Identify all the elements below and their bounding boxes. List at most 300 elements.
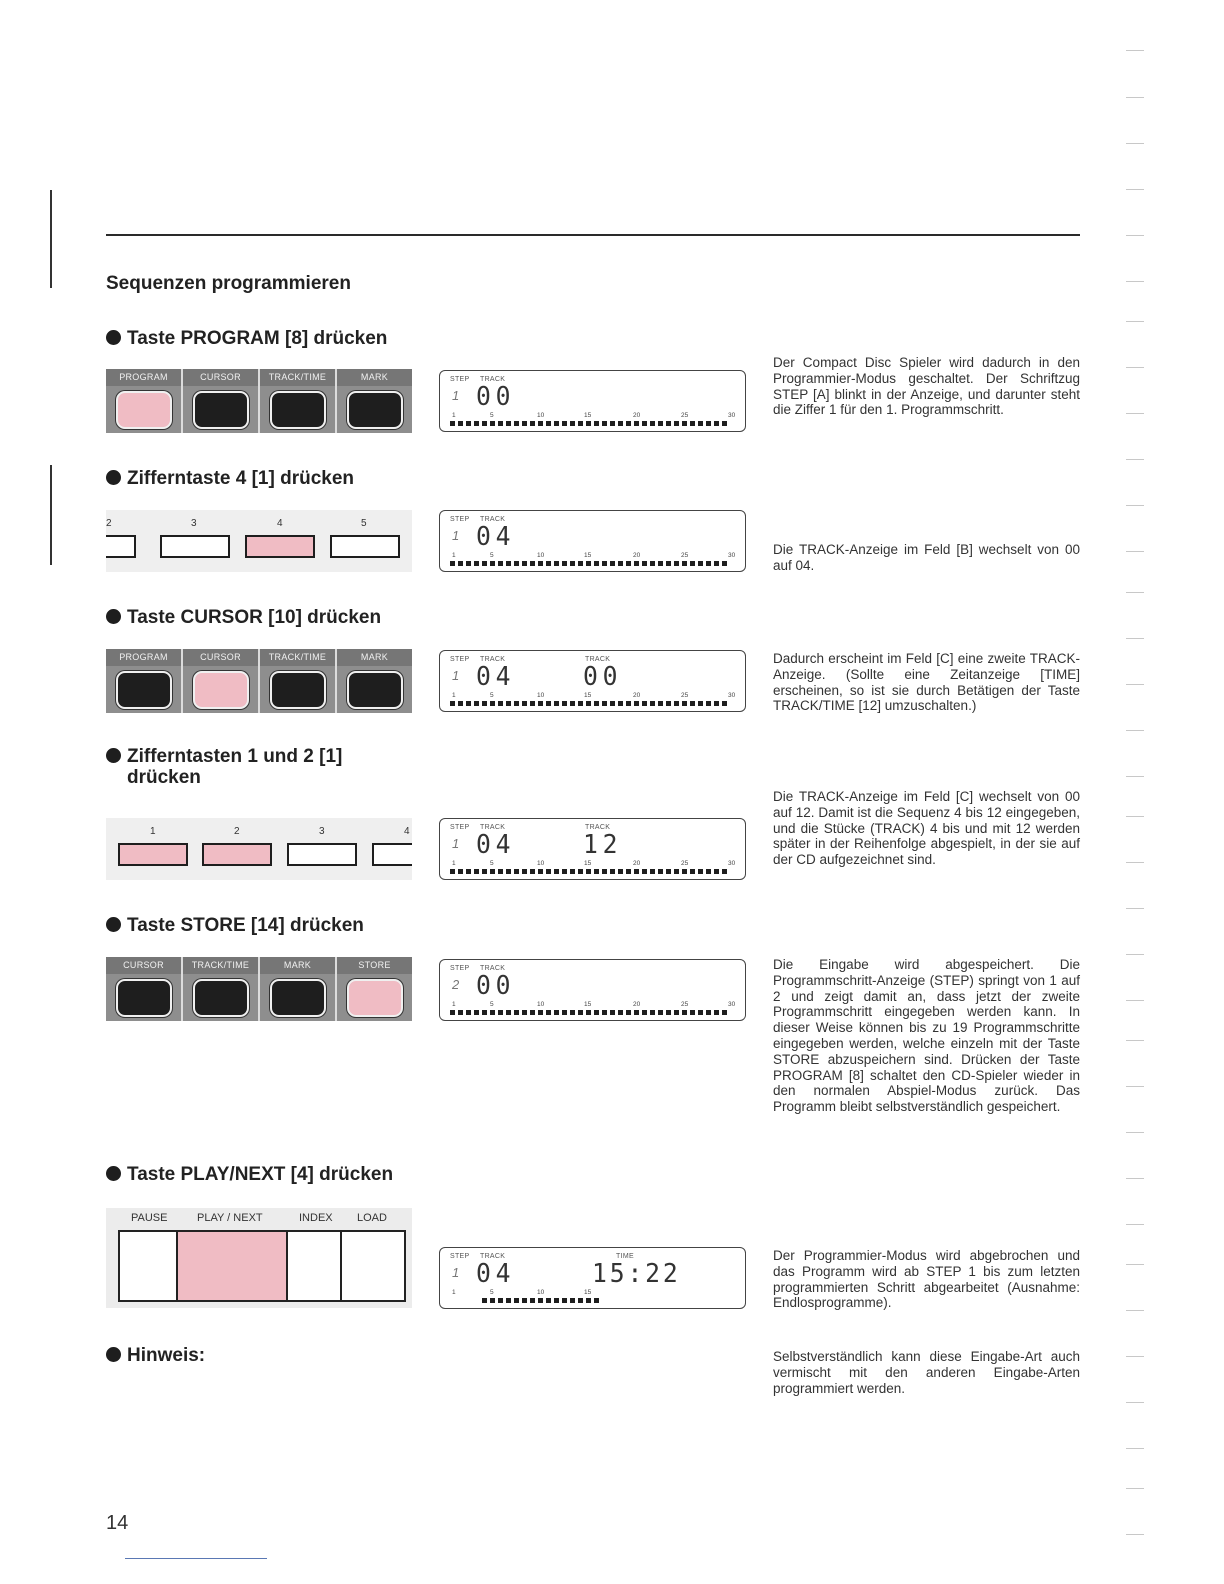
track-bargraph [450,701,727,706]
scale-tick: 1 [452,412,456,419]
number-key-panel [106,818,412,880]
bar-segment [618,1010,623,1015]
bar-segment [650,421,655,426]
bar-segment [530,421,535,426]
bar-segment [466,421,471,426]
lcd-track-label: TRACK [480,824,506,831]
lcd-track-digits: 04 [476,1259,516,1289]
bar-segment [530,561,535,566]
lcd-track-label: TRACK [480,656,506,663]
bar-segment [610,421,615,426]
bar-segment [554,1298,559,1303]
bar-segment [498,561,503,566]
bar-segment [514,869,519,874]
bar-segment [642,561,647,566]
note-heading: Hinweis: [106,1345,205,1366]
bar-segment [642,869,647,874]
scale-tick: 20 [633,860,641,867]
scale-tick: 25 [681,552,689,559]
track-time-key [193,979,249,1017]
bar-segment [714,421,719,426]
number-label: 2 [106,518,112,529]
bar-segment [650,869,655,874]
bar-segment [642,421,647,426]
bar-segment [602,561,607,566]
bar-segment [522,1298,527,1303]
scale-tick: 10 [537,692,545,699]
bar-segment [698,421,703,426]
lcd-track-digits-2: 00 [583,662,623,692]
bar-segment [586,421,591,426]
key-label: PLAY / NEXT [197,1212,263,1224]
number-label: 3 [191,518,197,529]
scale-tick: 10 [537,860,545,867]
scale-tick: 15 [584,412,592,419]
bar-segment [578,561,583,566]
scale-tick: 5 [490,1001,494,1008]
bar-segment [626,869,631,874]
scale-tick: 10 [537,552,545,559]
bar-segment [698,701,703,706]
bar-segment [570,701,575,706]
bar-segment [714,1010,719,1015]
bar-segment [674,869,679,874]
bar-segment [482,1298,487,1303]
bar-segment [674,1010,679,1015]
step-heading: Taste PLAY/NEXT [4] drücken [106,1164,393,1185]
bar-segment [594,869,599,874]
lcd-track-digits: 00 [476,971,516,1001]
bar-segment [698,561,703,566]
program-key [116,671,172,709]
bar-segment [546,1298,551,1303]
button-panel [106,369,412,433]
number-key-3 [287,843,357,866]
bar-segment [634,421,639,426]
bar-segment [594,421,599,426]
bullet-icon [106,917,121,932]
bar-segment [586,561,591,566]
lcd-step-number: 1 [452,668,460,683]
number-label: 4 [277,518,283,529]
bar-segment [698,869,703,874]
number-label: 5 [361,518,367,529]
bar-segment [706,701,711,706]
bar-segment [530,701,535,706]
step-heading: Taste CURSOR [10] drücken [106,607,381,628]
bar-segment [642,701,647,706]
lcd-step-label: STEP [450,965,470,972]
scale-tick: 10 [537,412,545,419]
bar-segment [562,1010,567,1015]
bar-segment [482,1010,487,1015]
bar-segment [506,701,511,706]
bar-segment [682,421,687,426]
bar-segment [498,869,503,874]
step-description: Dadurch erscheint im Feld [C] eine zweite TRACK-Anzeige. (Sollte eine Zeitanzeige [TIME] erscheinen, so ist sie durch Betätigen der Taste TRACK/TIME [12] umzuschalten.) [773,651,1080,714]
bar-segment [514,421,519,426]
bar-segment [722,869,727,874]
bar-segment [562,701,567,706]
bar-segment [650,561,655,566]
button-panel [106,649,412,713]
program-key-pressed [116,391,172,429]
bar-segment [658,869,663,874]
bar-segment [650,1010,655,1015]
bullet-icon [106,1166,121,1181]
bullet-icon [106,748,121,763]
bar-segment [666,561,671,566]
lcd-track-label: TRACK [480,516,506,523]
bar-segment [570,1010,575,1015]
scale-tick: 5 [490,552,494,559]
track-time-key [270,671,326,709]
track-bargraph [450,869,727,874]
bar-segment [458,1010,463,1015]
transport-key-panel [106,1208,412,1308]
bar-segment [610,701,615,706]
bar-segment [522,421,527,426]
lcd-step-number: 1 [452,1265,460,1280]
bar-segment [690,1010,695,1015]
lcd-step-number: 1 [452,388,460,403]
bar-segment [458,561,463,566]
lcd-track-label: TRACK [480,965,506,972]
bar-segment [506,1010,511,1015]
button-panel [106,957,412,1021]
margin-bar-top [50,190,52,288]
key-label: PAUSE [131,1212,168,1224]
scale-tick: 15 [584,1001,592,1008]
lcd-display [439,818,746,880]
scale-tick: 1 [452,552,456,559]
step-description: Die Eingabe wird abgespeichert. Die Programmschritt-Anzeige (STEP) springt von 1 auf 2 und zeigt damit an, dass jetzt der zweite Programmschritt eingegeben werden kann. In dieser Weise können bis zu 19 Programmschritte eingegeben werden, welche einzeln mit der Taste STORE abzuspeichern sind. Drücken der Taste PROGRAM [8] schaltet den CD-Spieler wieder in den normalen Abspiel-Modus zurück. Das Programm bleibt selbstverständlich gespeichert. [773,957,1080,1115]
bar-segment [602,701,607,706]
bar-segment [626,701,631,706]
bar-segment [570,421,575,426]
bar-segment [690,421,695,426]
lcd-step-label: STEP [450,824,470,831]
key-label: MARK [260,957,337,974]
number-label: 1 [150,826,156,837]
lcd-track-digits-2: 12 [583,830,623,860]
key-label: MARK [360,372,389,382]
step-heading: Taste STORE [14] drücken [106,915,364,936]
bar-segment [458,701,463,706]
bar-segment [602,421,607,426]
bar-segment [626,561,631,566]
bar-segment [506,869,511,874]
bullet-icon [106,1347,121,1362]
scale-tick: 1 [452,860,456,867]
mark-key [347,391,403,429]
bar-segment [594,1010,599,1015]
step-description: Die TRACK-Anzeige im Feld [C] wechselt von 00 auf 12. Damit ist die Sequenz 4 bis 12 eingegeben, und die Stücke (TRACK) 4 bis und mit 12 werden später in der Reihenfolge abgespielt, in der sie auf der CD aufgezeichnet sind. [773,789,1080,868]
index-key [288,1232,342,1300]
bar-segment [674,421,679,426]
bar-segment [594,701,599,706]
bar-segment [538,701,543,706]
bar-segment [466,561,471,566]
bar-segment [674,561,679,566]
bar-segment [618,421,623,426]
bar-segment [562,561,567,566]
bar-segment [666,701,671,706]
bar-segment [594,1298,599,1303]
bar-segment [658,421,663,426]
bar-segment [658,701,663,706]
bar-segment [618,701,623,706]
number-key-2-pressed [202,843,272,866]
bar-segment [538,561,543,566]
play-next-key-pressed [178,1232,288,1300]
bar-segment [722,701,727,706]
footer-line [125,1558,267,1559]
bar-segment [610,1010,615,1015]
bar-segment [666,421,671,426]
key-label: STORE [358,960,391,970]
key-label: PROGRAM [106,369,183,386]
lcd-step-number: 2 [452,977,460,992]
lcd-step-label: STEP [450,656,470,663]
key-label: CURSOR [183,649,260,666]
header-rule [106,234,1080,236]
bar-segment [570,1298,575,1303]
bar-segment [498,421,503,426]
bar-segment [458,421,463,426]
bar-segment [554,869,559,874]
bar-segment [626,1010,631,1015]
bar-segment [490,1010,495,1015]
bar-segment [498,1010,503,1015]
key-label: CURSOR [183,369,260,386]
page-number: 14 [106,1512,129,1534]
bar-segment [562,1298,567,1303]
bar-segment [498,1298,503,1303]
bar-segment [554,1010,559,1015]
scale-tick: 5 [490,860,494,867]
bar-segment [538,1010,543,1015]
bar-segment [514,701,519,706]
note-description: Selbstverständlich kann diese Eingabe-Art auch vermischt mit den anderen Eingabe-Arten programmiert werden. [773,1349,1080,1396]
bar-segment [714,869,719,874]
bar-segment [666,1010,671,1015]
scale-tick: 5 [490,412,494,419]
bar-segment [474,561,479,566]
bar-segment [450,561,455,566]
bullet-icon [106,609,121,624]
cursor-key [193,391,249,429]
bar-segment [466,701,471,706]
bar-segment [714,701,719,706]
key-label: CURSOR [106,957,183,974]
lcd-step-label: STEP [450,1253,470,1260]
pause-key [120,1232,178,1300]
key-label: TRACK/TIME [260,649,337,666]
bar-segment [538,1298,543,1303]
bar-segment [722,421,727,426]
store-key-pressed [347,979,403,1017]
lcd-step-number: 1 [452,528,460,543]
step-heading: Zifferntaste 4 [1] drücken [106,468,354,489]
bar-segment [682,869,687,874]
lcd-display [439,650,746,712]
bar-segment [450,701,455,706]
key-label: MARK [360,652,389,662]
bar-segment [506,421,511,426]
bullet-icon [106,470,121,485]
bar-segment [586,1010,591,1015]
bar-segment [618,869,623,874]
bar-segment [538,421,543,426]
bar-segment [578,869,583,874]
bar-segment [506,561,511,566]
bar-segment [634,701,639,706]
track-bargraph [450,1298,599,1303]
bar-segment [514,561,519,566]
margin-bar-middle [50,465,52,565]
track-bargraph [450,1010,727,1015]
lcd-display [439,510,746,572]
scale-tick: 20 [633,412,641,419]
lcd-time-digits: 15:22 [592,1259,681,1289]
bar-segment [634,1010,639,1015]
bar-segment [474,701,479,706]
lcd-time-label: TIME [616,1253,634,1260]
bar-segment [546,869,551,874]
bar-segment [586,869,591,874]
lcd-track-digits: 04 [476,662,516,692]
bar-segment [498,701,503,706]
scale-tick: 25 [681,692,689,699]
bar-segment [642,1010,647,1015]
bar-segment [722,1010,727,1015]
bar-segment [530,1010,535,1015]
scale-tick: 5 [490,1289,494,1296]
bar-segment [722,561,727,566]
bar-segment [650,701,655,706]
section-title: Sequenzen programmieren [106,273,351,294]
number-key-3 [160,535,230,558]
bar-segment [514,1010,519,1015]
lcd-track-label: TRACK [480,376,506,383]
mark-key [347,671,403,709]
scale-tick: 20 [633,1001,641,1008]
bar-segment [578,421,583,426]
track-time-key [270,391,326,429]
bar-segment [554,561,559,566]
bar-segment [610,561,615,566]
key-label: INDEX [299,1212,333,1224]
number-label: 3 [319,826,325,837]
bar-segment [466,869,471,874]
bar-segment [450,421,455,426]
bar-segment [602,869,607,874]
bar-segment [658,561,663,566]
scale-tick: 15 [584,860,592,867]
bar-segment [538,869,543,874]
bar-segment [514,1298,519,1303]
bar-segment [546,421,551,426]
bar-segment [594,561,599,566]
bar-segment [522,701,527,706]
scale-tick: 15 [584,1289,592,1296]
bar-segment [578,701,583,706]
scale-tick: 30 [728,552,736,559]
mark-key [270,979,326,1017]
bar-segment [554,701,559,706]
bar-segment [450,1010,455,1015]
bar-segment [706,869,711,874]
bar-segment [490,701,495,706]
bar-segment [474,1010,479,1015]
bar-segment [490,421,495,426]
bar-segment [490,1298,495,1303]
bar-segment [546,1010,551,1015]
load-key [342,1232,404,1300]
number-key-4 [372,843,412,866]
bar-segment [706,561,711,566]
bar-segment [618,561,623,566]
bar-segment [570,561,575,566]
lcd-track-label: TRACK [480,1253,506,1260]
bar-segment [690,701,695,706]
lcd-display [439,370,746,432]
bar-segment [690,561,695,566]
lcd-track-digits: 04 [476,522,516,552]
number-label: 2 [234,826,240,837]
bar-segment [706,421,711,426]
bar-segment [586,701,591,706]
number-key-1-pressed [118,843,188,866]
key-label: PROGRAM [106,649,183,666]
bar-segment [530,869,535,874]
bar-segment [482,869,487,874]
step-description: Der Compact Disc Spieler wird dadurch in den Programmier-Modus geschaltet. Der Schriftzug STEP [A] blinkt in der Anzeige, und darunter steht die Ziffer 1 für den 1. Programmschritt. [773,355,1080,418]
bar-segment [698,1010,703,1015]
track-bargraph [450,421,727,426]
bullet-icon [106,330,121,345]
bar-segment [474,869,479,874]
number-key-5 [330,535,400,558]
scale-tick: 10 [537,1289,545,1296]
scale-tick: 25 [681,1001,689,1008]
bar-segment [562,869,567,874]
key-label: LOAD [357,1212,387,1224]
bar-segment [690,869,695,874]
step-description: Die TRACK-Anzeige im Feld [B] wechselt von 00 auf 04. [773,542,1080,573]
bar-segment [522,1010,527,1015]
lcd-display [439,1247,746,1309]
scale-tick: 15 [584,692,592,699]
bar-segment [466,1010,471,1015]
bar-segment [586,1298,591,1303]
bar-segment [450,869,455,874]
scale-tick: 20 [633,552,641,559]
scale-tick: 25 [681,860,689,867]
key-label: TRACK/TIME [260,369,337,386]
bar-segment [554,421,559,426]
number-key-4-pressed [245,535,315,558]
number-key-2 [106,535,136,558]
bar-segment [490,869,495,874]
scale-tick: 1 [452,1289,456,1296]
bar-segment [610,869,615,874]
bar-segment [562,421,567,426]
step-heading: Taste PROGRAM [8] drücken [106,328,387,349]
scale-tick: 15 [584,552,592,559]
bar-segment [634,561,639,566]
